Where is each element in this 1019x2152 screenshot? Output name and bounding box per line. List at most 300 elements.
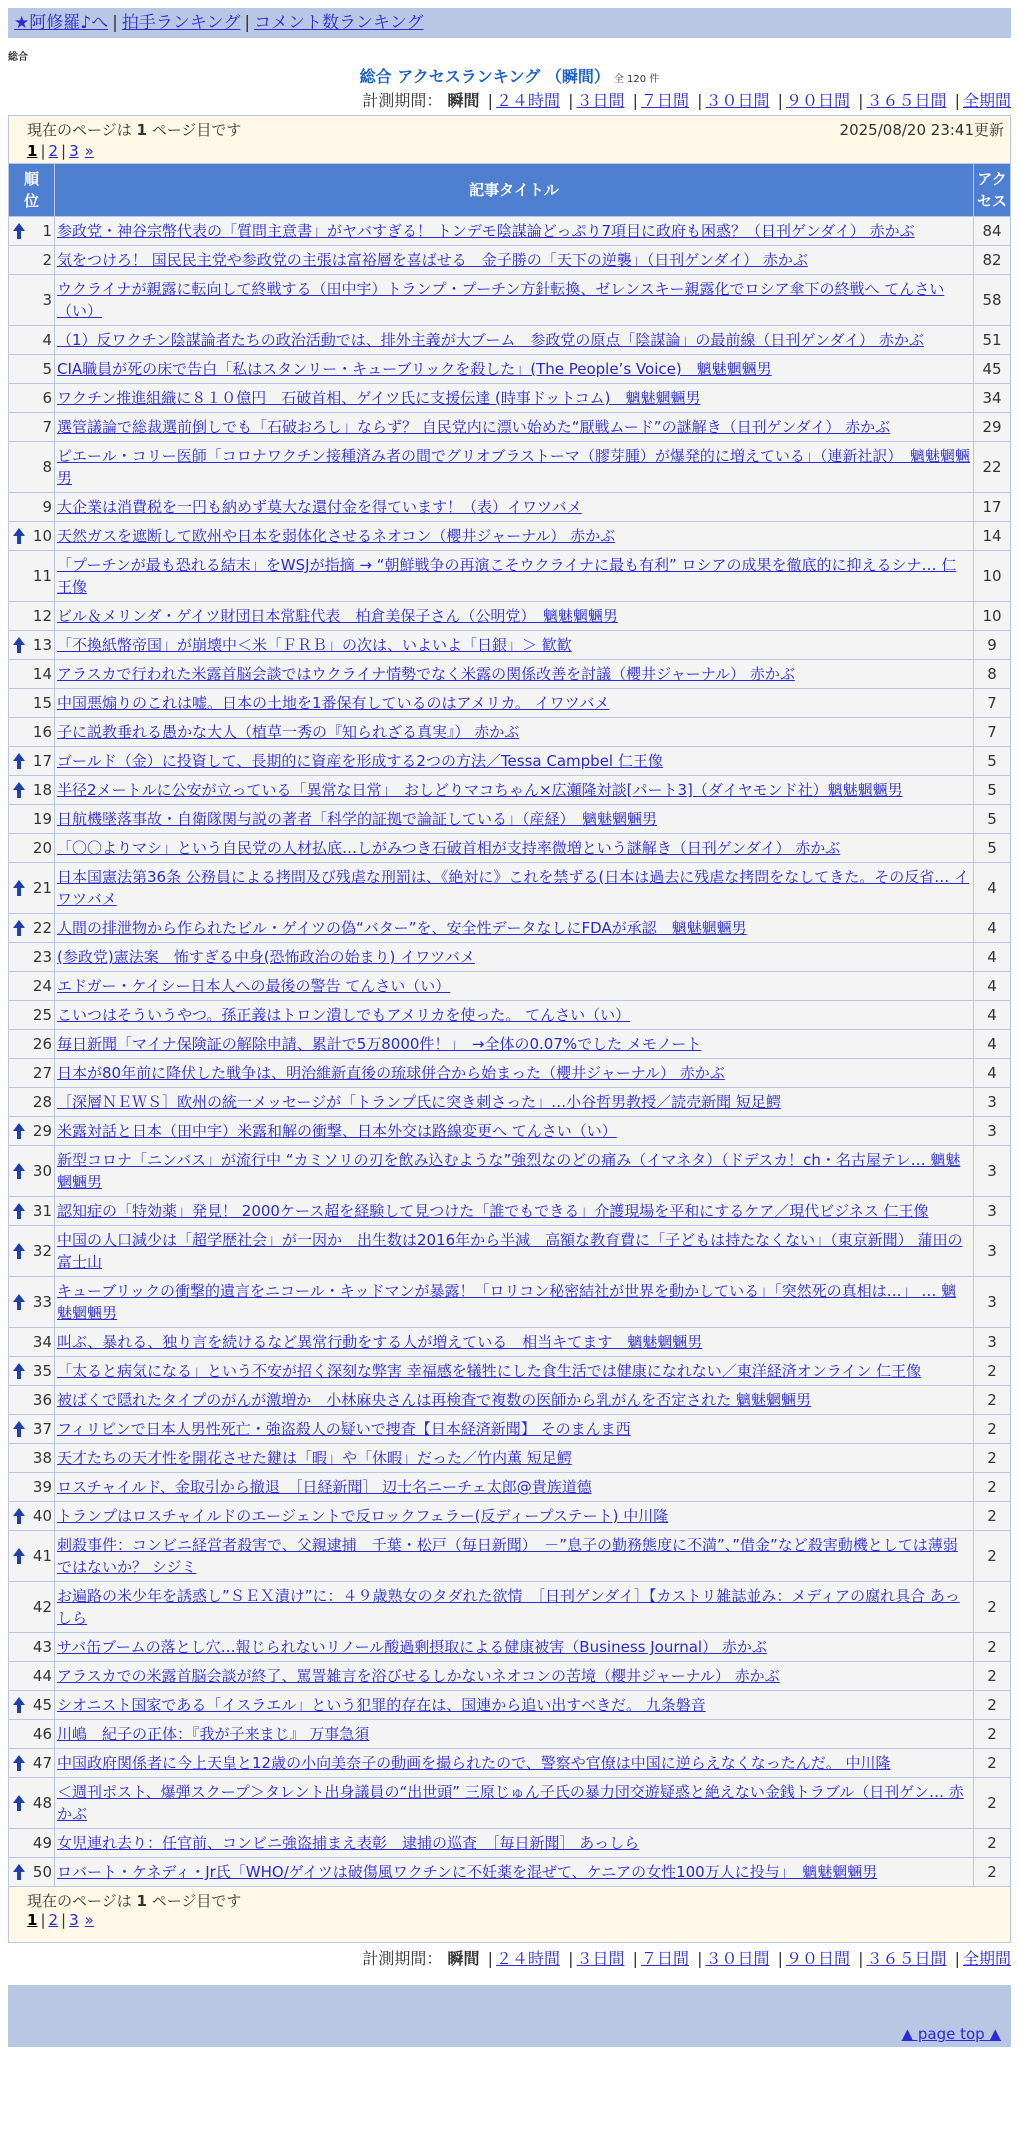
rank-number: 41 — [32, 1547, 52, 1565]
table-row — [9, 1386, 1011, 1415]
title-cell — [55, 1502, 974, 1531]
page-info-number: 1 — [136, 121, 147, 139]
access-count: 58 — [974, 275, 1011, 326]
period-link-all[interactable]: 全期間 — [962, 1949, 1011, 1968]
period-current: 瞬間 — [447, 91, 480, 110]
rank-cell — [9, 1858, 55, 1887]
article-title-link[interactable]: (参政党)憲法案 怖すぎる中身(恐怖政治の始まり) イワツバメ — [57, 948, 475, 966]
title-cell — [55, 1030, 974, 1059]
rank-cell — [9, 1357, 55, 1386]
title-cell — [55, 631, 974, 660]
rank-cell — [9, 1415, 55, 1444]
rank-number: 5 — [42, 360, 52, 378]
page-top-link[interactable]: ▲ page top ▲ — [901, 2025, 1001, 2043]
rank-number: 1 — [42, 222, 52, 240]
rank-number: 42 — [32, 1598, 52, 1616]
nav-link-comment-ranking[interactable]: コメント数ランキング — [254, 13, 424, 33]
pager-link-2[interactable]: 2 — [48, 1911, 59, 1929]
rank-cell — [9, 972, 55, 1001]
article-title-link[interactable]: 叫ぶ、暴れる、独り言を続けるなど異常行動をする人が増えている 相当キてます 魑魅魍魎男 — [57, 1333, 703, 1351]
breadcrumb: 総合 — [8, 52, 28, 63]
rank-cell — [9, 1749, 55, 1778]
pager-separator: | — [40, 1911, 46, 1929]
top-nav-bar — [8, 8, 1011, 38]
up-arrow-icon — [12, 1162, 26, 1180]
article-title-link[interactable]: 川嶋 紀子の正体：『我が子来まじ』 万事急須 — [57, 1725, 370, 1743]
title-cell — [55, 384, 974, 413]
period-selector-top — [8, 91, 1011, 111]
ranking-table-body — [9, 217, 1011, 1887]
table-row — [9, 1829, 1011, 1858]
period-link-24h[interactable]: ２４時間 — [495, 91, 560, 110]
rank-cell — [9, 1778, 55, 1829]
period-separator: | — [858, 1949, 864, 1968]
access-count: 4 — [974, 972, 1011, 1001]
table-row — [9, 217, 1011, 246]
article-title-link[interactable]: 日本が80年前に降伏した戦争は、明治維新直後の琉球併合から始まった（櫻井ジャーナル） 赤かぶ — [57, 1064, 725, 1082]
table-row — [9, 1502, 1011, 1531]
article-title-link[interactable]: 認知症の「特効薬」発見！ 2000ケース超を経験して見つけた「誰でもできる」介護現場を平和にするケア／現代ビジネス 仁王像 — [57, 1202, 929, 1220]
title-cell — [55, 943, 974, 972]
nav-link-asyura[interactable]: ★阿修羅♪へ — [14, 13, 109, 33]
period-separator: | — [697, 91, 703, 110]
access-count: 3 — [974, 1197, 1011, 1226]
access-count: 2 — [974, 1778, 1011, 1829]
period-link-90d[interactable]: ９０日間 — [785, 91, 850, 110]
table-row — [9, 1357, 1011, 1386]
access-count: 10 — [974, 602, 1011, 631]
title-cell — [55, 602, 974, 631]
title-cell — [55, 217, 974, 246]
period-separator: | — [777, 91, 783, 110]
rank-number: 7 — [42, 418, 52, 436]
rank-cell — [9, 602, 55, 631]
title-cell — [55, 522, 974, 551]
article-title-link[interactable]: 中国政府関係者に今上天皇と12歳の小向美奈子の動画を撮られたので、警察や官僚は中国に逆らえなくなったんだ。 中川隆 — [57, 1754, 891, 1772]
rank-number: 29 — [32, 1122, 52, 1140]
table-row — [9, 1117, 1011, 1146]
article-title-link[interactable]: キューブリックの衝撃的遺言をニコール・キッドマンが暴露！「ロリコン秘密結社が世界を動かしている」「突然死の真相は…」 … 魑魅魍魎男 — [57, 1282, 957, 1322]
rank-number: 34 — [32, 1333, 52, 1351]
access-count: 2 — [974, 1502, 1011, 1531]
title-cell — [55, 355, 974, 384]
access-count: 2 — [974, 1858, 1011, 1887]
rank-number: 4 — [42, 331, 52, 349]
access-count: 22 — [974, 442, 1011, 493]
table-row — [9, 522, 1011, 551]
rank-number: 26 — [32, 1035, 52, 1053]
rank-cell — [9, 442, 55, 493]
rank-cell — [9, 1502, 55, 1531]
period-separator: | — [487, 91, 493, 110]
rank-number: 11 — [32, 567, 52, 585]
article-title-link[interactable]: シオニスト国家である「イスラエル」という犯罪的存在は、国連から追い出すべきだ。 九条磐音 — [57, 1696, 706, 1714]
period-link-all[interactable]: 全期間 — [962, 91, 1011, 110]
table-row — [9, 1473, 1011, 1502]
rank-cell — [9, 1226, 55, 1277]
table-row — [9, 1226, 1011, 1277]
table-row — [9, 1415, 1011, 1444]
page-info-top — [8, 115, 1011, 163]
page-info-suffix: ページ目です — [146, 1892, 242, 1910]
article-title-link[interactable]: 「プーチンが最も恐れる結末」をWSJが指摘 → “朝鮮戦争の再演こそウクライナに最も有利” ロシアの成果を徹底的に抑えるシナ… 仁王像 — [57, 556, 957, 596]
total-count: 全 120 件 — [613, 74, 660, 85]
up-arrow-icon — [12, 1242, 26, 1260]
table-row — [9, 1778, 1011, 1829]
article-title-link[interactable]: 米露対話と日本（田中宇）米露和解の衝撃、日本外交は路線変更へ てんさい（い） — [57, 1122, 617, 1140]
article-title-link[interactable]: 女児連れ去り：任官前、コンビニ強盗捕まえ表彰 逮捕の巡査 ［毎日新聞］ あっしら — [57, 1834, 640, 1852]
table-row — [9, 1858, 1011, 1887]
article-title-link[interactable]: 「不換紙幣帝国」が崩壊中＜米「ＦＲＢ」の次は、いよいよ「日銀」＞ 歓歓 — [57, 636, 572, 654]
article-title-link[interactable]: ロバート・ケネディ・Jr氏「WHO/ゲイツは破傷風ワクチンに不妊薬を混ぜて、ケニアの女性100万人に投与」 魑魅魍魎男 — [57, 1863, 878, 1881]
rank-cell — [9, 217, 55, 246]
rank-cell — [9, 326, 55, 355]
pager-bottom — [27, 1911, 1004, 1929]
article-title-link[interactable]: ＜週刊ポスト、爆弾スクープ＞タレント出身議員の“出世頭” 三原じゅん子氏の暴力団交遊疑惑と絶えない金銭トラブル（日刊ゲン… 赤かぶ — [57, 1783, 964, 1823]
table-row — [9, 1531, 1011, 1582]
up-arrow-icon — [12, 1507, 26, 1525]
access-count: 2 — [974, 1633, 1011, 1662]
table-row — [9, 660, 1011, 689]
rank-number: 37 — [32, 1420, 52, 1438]
page-info-prefix: 現在のページは — [27, 1892, 137, 1910]
ranking-table — [8, 163, 1011, 1887]
rank-cell — [9, 551, 55, 602]
title-cell — [55, 1277, 974, 1328]
rank-number: 6 — [42, 389, 52, 407]
period-separator: | — [697, 1949, 703, 1968]
period-link-365d[interactable]: ３６５日間 — [866, 91, 947, 110]
article-title-link[interactable]: 中国の人口減少は「超学歴社会」が一因か 出生数は2016年から半減 高額な教育費に「子どもは持たなくない」（東京新聞） 蒲田の富士山 — [57, 1231, 963, 1271]
access-count: 14 — [974, 522, 1011, 551]
article-title-link[interactable]: 日本国憲法第36条 公務員による拷問及び残虐な刑罰は、《絶対に》これを禁ずる(日本は過去に残虐な拷問をなしてきた。その反省… イワツバメ — [57, 868, 969, 908]
article-title-link[interactable]: サバ缶ブームの落とし穴…報じられないリノール酸過剰摂取による健康被害（Business Journal） 赤かぶ — [57, 1638, 767, 1656]
access-count: 3 — [974, 1277, 1011, 1328]
table-row — [9, 1030, 1011, 1059]
rank-number: 48 — [32, 1794, 52, 1812]
rank-number: 15 — [32, 694, 52, 712]
rank-number: 12 — [32, 607, 52, 625]
rank-number: 19 — [32, 810, 52, 828]
rank-cell — [9, 1582, 55, 1633]
title-cell — [55, 1328, 974, 1357]
pager-top — [27, 142, 1004, 160]
article-title-link[interactable]: 天才たちの天才性を開花させた鍵は「暇」や「休暇」だった／竹内薫 短足鰐 — [57, 1449, 572, 1467]
rank-number: 46 — [32, 1725, 52, 1743]
table-row — [9, 1277, 1011, 1328]
table-row — [9, 943, 1011, 972]
period-separator: | — [568, 1949, 574, 1968]
article-title-link[interactable]: トランプはロスチャイルドのエージェントで反ロックフェラー(反ディープステート) 中川隆 — [57, 1507, 669, 1525]
rank-cell — [9, 1829, 55, 1858]
access-count: 84 — [974, 217, 1011, 246]
rank-cell — [9, 776, 55, 805]
period-separator: | — [777, 1949, 783, 1968]
article-title-link[interactable]: CIA職員が死の床で告白「私はスタンリー・キューブリックを殺した」(The People’s Voice) 魑魅魍魎男 — [57, 360, 772, 378]
table-row — [9, 1691, 1011, 1720]
access-count: 2 — [974, 1386, 1011, 1415]
period-link-24h[interactable]: ２４時間 — [495, 1949, 560, 1968]
period-link-7d[interactable]: ７日間 — [640, 1949, 689, 1968]
article-title-link[interactable]: 「太ると病気になる」という不安が招く深刻な弊害 幸福感を犠牲にした食生活では健康になれない／東洋経済オンライン 仁王像 — [57, 1362, 922, 1380]
title-cell — [55, 1778, 974, 1829]
access-count: 3 — [974, 1146, 1011, 1197]
article-title-link[interactable]: 日航機墜落事故・自衛隊関与説の著者「科学的証拠で論証している」（産経） 魑魅魍魎男 — [57, 810, 658, 828]
page-info-number: 1 — [136, 1892, 147, 1910]
article-title-link[interactable]: ビル＆メリンダ・ゲイツ財団日本常駐代表 柏倉美保子さん（公明党） 魑魅魍魎男 — [57, 607, 618, 625]
table-row — [9, 1444, 1011, 1473]
title-cell — [55, 1858, 974, 1887]
rank-number: 35 — [32, 1362, 52, 1380]
column-header-title: 記事タイトル — [55, 164, 974, 217]
pager-link-2[interactable]: 2 — [48, 142, 59, 160]
table-row — [9, 1001, 1011, 1030]
up-arrow-icon — [12, 1293, 26, 1311]
access-count: 17 — [974, 493, 1011, 522]
up-arrow-icon — [12, 919, 26, 937]
rank-number: 9 — [42, 498, 52, 516]
article-title-link[interactable]: アラスカで行われた米露首脳会談ではウクライナ情勢でなく米露の関係改善を討議（櫻井ジャーナル） 赤かぶ — [57, 665, 795, 683]
title-cell — [55, 1749, 974, 1778]
nav-separator: | — [244, 13, 251, 33]
table-row — [9, 1582, 1011, 1633]
article-title-link[interactable]: 天然ガスを遮断して欧州や日本を弱体化させるネオコン（櫻井ジャーナル） 赤かぶ — [57, 527, 616, 545]
title-cell — [55, 1386, 974, 1415]
title-cell — [55, 1720, 974, 1749]
footer-bar — [8, 1985, 1011, 2047]
title-cell — [55, 1001, 974, 1030]
table-row — [9, 972, 1011, 1001]
rank-cell — [9, 1030, 55, 1059]
title-cell — [55, 326, 974, 355]
rank-number: 20 — [32, 839, 52, 857]
access-count: 3 — [974, 1088, 1011, 1117]
up-arrow-icon — [12, 1420, 26, 1438]
access-count: 34 — [974, 384, 1011, 413]
period-link-90d[interactable]: ９０日間 — [785, 1949, 850, 1968]
pager-next[interactable]: » — [84, 1911, 94, 1929]
rank-number: 28 — [32, 1093, 52, 1111]
access-count: 2 — [974, 1415, 1011, 1444]
table-row — [9, 355, 1011, 384]
rank-number: 39 — [32, 1478, 52, 1496]
article-title-link[interactable]: 子に説教垂れる愚かな大人（植草一秀の『知られざる真実』） 赤かぶ — [57, 723, 520, 741]
rank-number: 45 — [32, 1696, 52, 1714]
rank-cell — [9, 718, 55, 747]
access-count: 8 — [974, 660, 1011, 689]
table-row — [9, 602, 1011, 631]
pager-current: 1 — [27, 142, 38, 160]
title-cell — [55, 275, 974, 326]
nav-link-clap-ranking[interactable]: 拍手ランキング — [121, 13, 241, 33]
access-count: 4 — [974, 1030, 1011, 1059]
article-title-link[interactable]: 被ばくで隠れたタイプのがんが激増か 小林麻央さんは再検査で複数の医師から乳がんを否定された 魑魅魍魎男 — [57, 1391, 812, 1409]
article-title-link[interactable]: ［深層ＮＥＷＳ］欧州の統一メッセージが「トランプ氏に突き刺さった」…小谷哲男教授／読売新聞 短足鰐 — [57, 1093, 781, 1111]
pager-link-3[interactable]: 3 — [69, 142, 79, 160]
title-cell — [55, 776, 974, 805]
article-title-link[interactable]: ピエール・コリー医師「コロナワクチン接種済み者の間でグリオブラストーマ（膠芽腫）が爆発的に増えている」（連新社訳） 魑魅魍魎男 — [57, 447, 970, 487]
article-title-link[interactable]: 人間の排泄物から作られたビル・ゲイツの偽“バター”を、安全性データなしにFDAが承認 魑魅魍魎男 — [57, 919, 747, 937]
rank-number: 25 — [32, 1006, 52, 1024]
period-link-3d[interactable]: ３日間 — [576, 91, 625, 110]
title-cell — [55, 1415, 974, 1444]
table-row — [9, 326, 1011, 355]
up-arrow-icon — [12, 222, 26, 240]
table-row — [9, 384, 1011, 413]
rank-number: 23 — [32, 948, 52, 966]
period-label: 計測期間： — [362, 91, 443, 110]
up-arrow-icon — [12, 879, 26, 897]
article-title-link[interactable]: 新型コロナ「ニンバス」が流行中 “カミソリの刃を飲み込むような”強烈なのどの痛み（イマネタ）（ドデスカ！ch・名古屋テレ… 魑魅魍魎男 — [57, 1151, 961, 1191]
article-title-link[interactable]: アラスカでの米露首脳会談が終了、罵詈雑言を浴びせるしかないネオコンの苦境（櫻井ジャーナル） 赤かぶ — [57, 1667, 780, 1685]
rank-cell — [9, 1197, 55, 1226]
access-count: 2 — [974, 1720, 1011, 1749]
title-cell — [55, 747, 974, 776]
rank-cell — [9, 1662, 55, 1691]
rank-number: 40 — [32, 1507, 52, 1525]
rank-cell — [9, 914, 55, 943]
page-title: 総合 アクセスランキング （瞬間） — [359, 67, 610, 86]
article-title-link[interactable]: 刺殺事件：コンビニ経営者殺害で、父親逮捕 千葉・松戸（毎日新聞） －”息子の勤務態度に不満”、”借金”など殺害動機としては薄弱ではないか？ シジミ — [57, 1536, 958, 1576]
article-title-link[interactable]: 参政党・神谷宗幣代表の「質問主意書」がヤバすぎる！ トンデモ陰謀論どっぷり7項目に政府も困惑？（日刊ゲンダイ） 赤かぶ — [57, 222, 915, 240]
rank-number: 32 — [32, 1242, 52, 1260]
title-cell — [55, 972, 974, 1001]
title-cell — [55, 1829, 974, 1858]
article-title-link[interactable]: 選管議論で総裁選前倒しでも「石破おろし」ならず？ 自民党内に漂い始めた“厭戦ムード”の謎解き（日刊ゲンダイ） 赤かぶ — [57, 418, 891, 436]
access-count: 4 — [974, 863, 1011, 914]
rank-cell — [9, 747, 55, 776]
page-info-bottom — [8, 1887, 1011, 1943]
title-cell — [55, 1357, 974, 1386]
article-title-link[interactable]: 毎日新聞「マイナ保険証の解除申請、累計で5万8000件！」 →全体の0.07%でした メモノート — [57, 1035, 702, 1053]
period-separator: | — [568, 91, 574, 110]
access-count: 2 — [974, 1662, 1011, 1691]
article-title-link[interactable]: フィリピンで日本人男性死亡・強盗殺人の疑いで捜査【日本経済新聞】 そのまんま西 — [57, 1420, 631, 1438]
pager-link-3[interactable]: 3 — [69, 1911, 79, 1929]
up-arrow-icon — [12, 1794, 26, 1812]
title-cell — [55, 863, 974, 914]
title-cell — [55, 1088, 974, 1117]
page-info-prefix: 現在のページは — [27, 121, 137, 139]
article-title-link[interactable]: 半径2メートルに公安が立っている「異常な日常」 おしどりマコちゃん×広瀬隆対談[パート3]（ダイヤモンド社）魑魅魍魎男 — [57, 781, 903, 799]
rank-cell — [9, 522, 55, 551]
access-count: 4 — [974, 914, 1011, 943]
article-title-link[interactable]: 大企業は消費税を一円も納めず莫大な還付金を得ています！（表）イワツバメ — [57, 498, 582, 516]
article-title-link[interactable]: （1）反ワクチン陰謀論者たちの政治活動では、排外主義が大ブーム 参政党の原点「陰謀論」の最前線（日刊ゲンダイ） 赤かぶ — [57, 331, 924, 349]
rank-cell — [9, 1531, 55, 1582]
table-row — [9, 413, 1011, 442]
rank-cell — [9, 943, 55, 972]
title-cell — [55, 1582, 974, 1633]
rank-number: 49 — [32, 1834, 52, 1852]
updated-timestamp: 2025/08/20 23:41更新 — [839, 121, 1004, 139]
table-row — [9, 275, 1011, 326]
rank-number: 3 — [42, 291, 52, 309]
article-title-link[interactable]: ワクチン推進組織に８１０億円 石破首相、ゲイツ氏に支援伝達 (時事ドットコム) 魑魅魍魎男 — [57, 389, 701, 407]
access-count: 51 — [974, 326, 1011, 355]
rank-cell — [9, 275, 55, 326]
title-cell — [55, 1226, 974, 1277]
table-row — [9, 246, 1011, 275]
period-link-30d[interactable]: ３０日間 — [705, 1949, 770, 1968]
rank-cell — [9, 413, 55, 442]
rank-number: 24 — [32, 977, 52, 995]
access-count: 2 — [974, 1691, 1011, 1720]
table-row — [9, 747, 1011, 776]
pager-current: 1 — [27, 1911, 38, 1929]
access-count: 2 — [974, 1444, 1011, 1473]
period-link-365d[interactable]: ３６５日間 — [866, 1949, 947, 1968]
rank-cell — [9, 1059, 55, 1088]
rank-cell — [9, 1691, 55, 1720]
table-row — [9, 834, 1011, 863]
table-row — [9, 493, 1011, 522]
title-cell — [55, 551, 974, 602]
period-separator: | — [487, 1949, 493, 1968]
rank-number: 27 — [32, 1064, 52, 1082]
table-row — [9, 718, 1011, 747]
article-title-link[interactable]: ロスチャイルド、金取引から撤退 ［日経新聞］ 辺士名ニーチェ太郎@貴族道德 — [57, 1478, 592, 1496]
title-cell — [55, 493, 974, 522]
pager-next[interactable]: » — [84, 142, 94, 160]
pager-separator: | — [61, 142, 67, 160]
article-title-link[interactable]: ゴールド（金）に投資して、長期的に資産を形成する2つの方法／Tessa Campbel 仁王像 — [57, 752, 663, 770]
access-count: 2 — [974, 1357, 1011, 1386]
period-selector-bottom — [8, 1949, 1011, 1969]
access-count: 10 — [974, 551, 1011, 602]
title-cell — [55, 1197, 974, 1226]
article-title-link[interactable]: 気をつけろ！ 国民民主党や参政党の主張は富裕層を喜ばせる 金子勝の「天下の逆襲」（日刊ゲンダイ） 赤かぶ — [57, 251, 808, 269]
rank-number: 14 — [32, 665, 52, 683]
table-row — [9, 776, 1011, 805]
access-count: 3 — [974, 1226, 1011, 1277]
period-link-3d[interactable]: ３日間 — [576, 1949, 625, 1968]
title-cell — [55, 1633, 974, 1662]
table-row — [9, 631, 1011, 660]
column-header-access: アクセス — [974, 164, 1011, 217]
rank-cell — [9, 1146, 55, 1197]
period-label: 計測期間： — [362, 1949, 443, 1968]
access-count: 3 — [974, 1117, 1011, 1146]
article-title-link[interactable]: ウクライナが親露に転向して終戦する（田中宇）トランプ・プーチン方針転換、ゼレンスキー親露化でロシア傘下の終戦へ てんさい（い） — [57, 280, 945, 320]
article-title-link[interactable]: こいつはそういうやつ。孫正義はトロン潰しでもアメリカを使った。 てんさい（い） — [57, 1006, 631, 1024]
rank-number: 38 — [32, 1449, 52, 1467]
period-link-7d[interactable]: ７日間 — [640, 91, 689, 110]
title-cell — [55, 1146, 974, 1197]
pager-separator: | — [61, 1911, 67, 1929]
title-cell — [55, 689, 974, 718]
title-cell — [55, 1444, 974, 1473]
article-title-link[interactable]: 「〇〇よりマシ」という自民党の人材払底…しがみつき石破首相が支持率微増という謎解き（日刊ゲンダイ） 赤かぶ — [57, 839, 841, 857]
article-title-link[interactable]: お遍路の米少年を誘惑し”ＳＥＸ漬け”に：４９歳熟女のタダれた欲情 ［日刊ゲンダイ］【カストリ雑誌並み：メディアの腐れ具合 あっしら — [57, 1587, 960, 1627]
table-header-row — [9, 164, 1011, 217]
table-row — [9, 1088, 1011, 1117]
period-current: 瞬間 — [447, 1949, 480, 1968]
up-arrow-icon — [12, 1754, 26, 1772]
rank-number: 43 — [32, 1638, 52, 1656]
period-link-30d[interactable]: ３０日間 — [705, 91, 770, 110]
nav-separator: | — [112, 13, 118, 33]
rank-cell — [9, 246, 55, 275]
up-arrow-icon — [12, 1122, 26, 1140]
access-count: 3 — [974, 1328, 1011, 1357]
access-count: 2 — [974, 1582, 1011, 1633]
article-title-link[interactable]: 中国悪煽りのこれは嘘。日本の土地を1番保有しているのはアメリカ。 イワツバメ — [57, 694, 610, 712]
rank-number: 8 — [42, 458, 52, 476]
up-arrow-icon — [12, 752, 26, 770]
up-arrow-icon — [12, 1547, 26, 1565]
article-title-link[interactable]: エドガー・ケイシー日本人への最後の警告 てんさい（い） — [57, 977, 451, 995]
